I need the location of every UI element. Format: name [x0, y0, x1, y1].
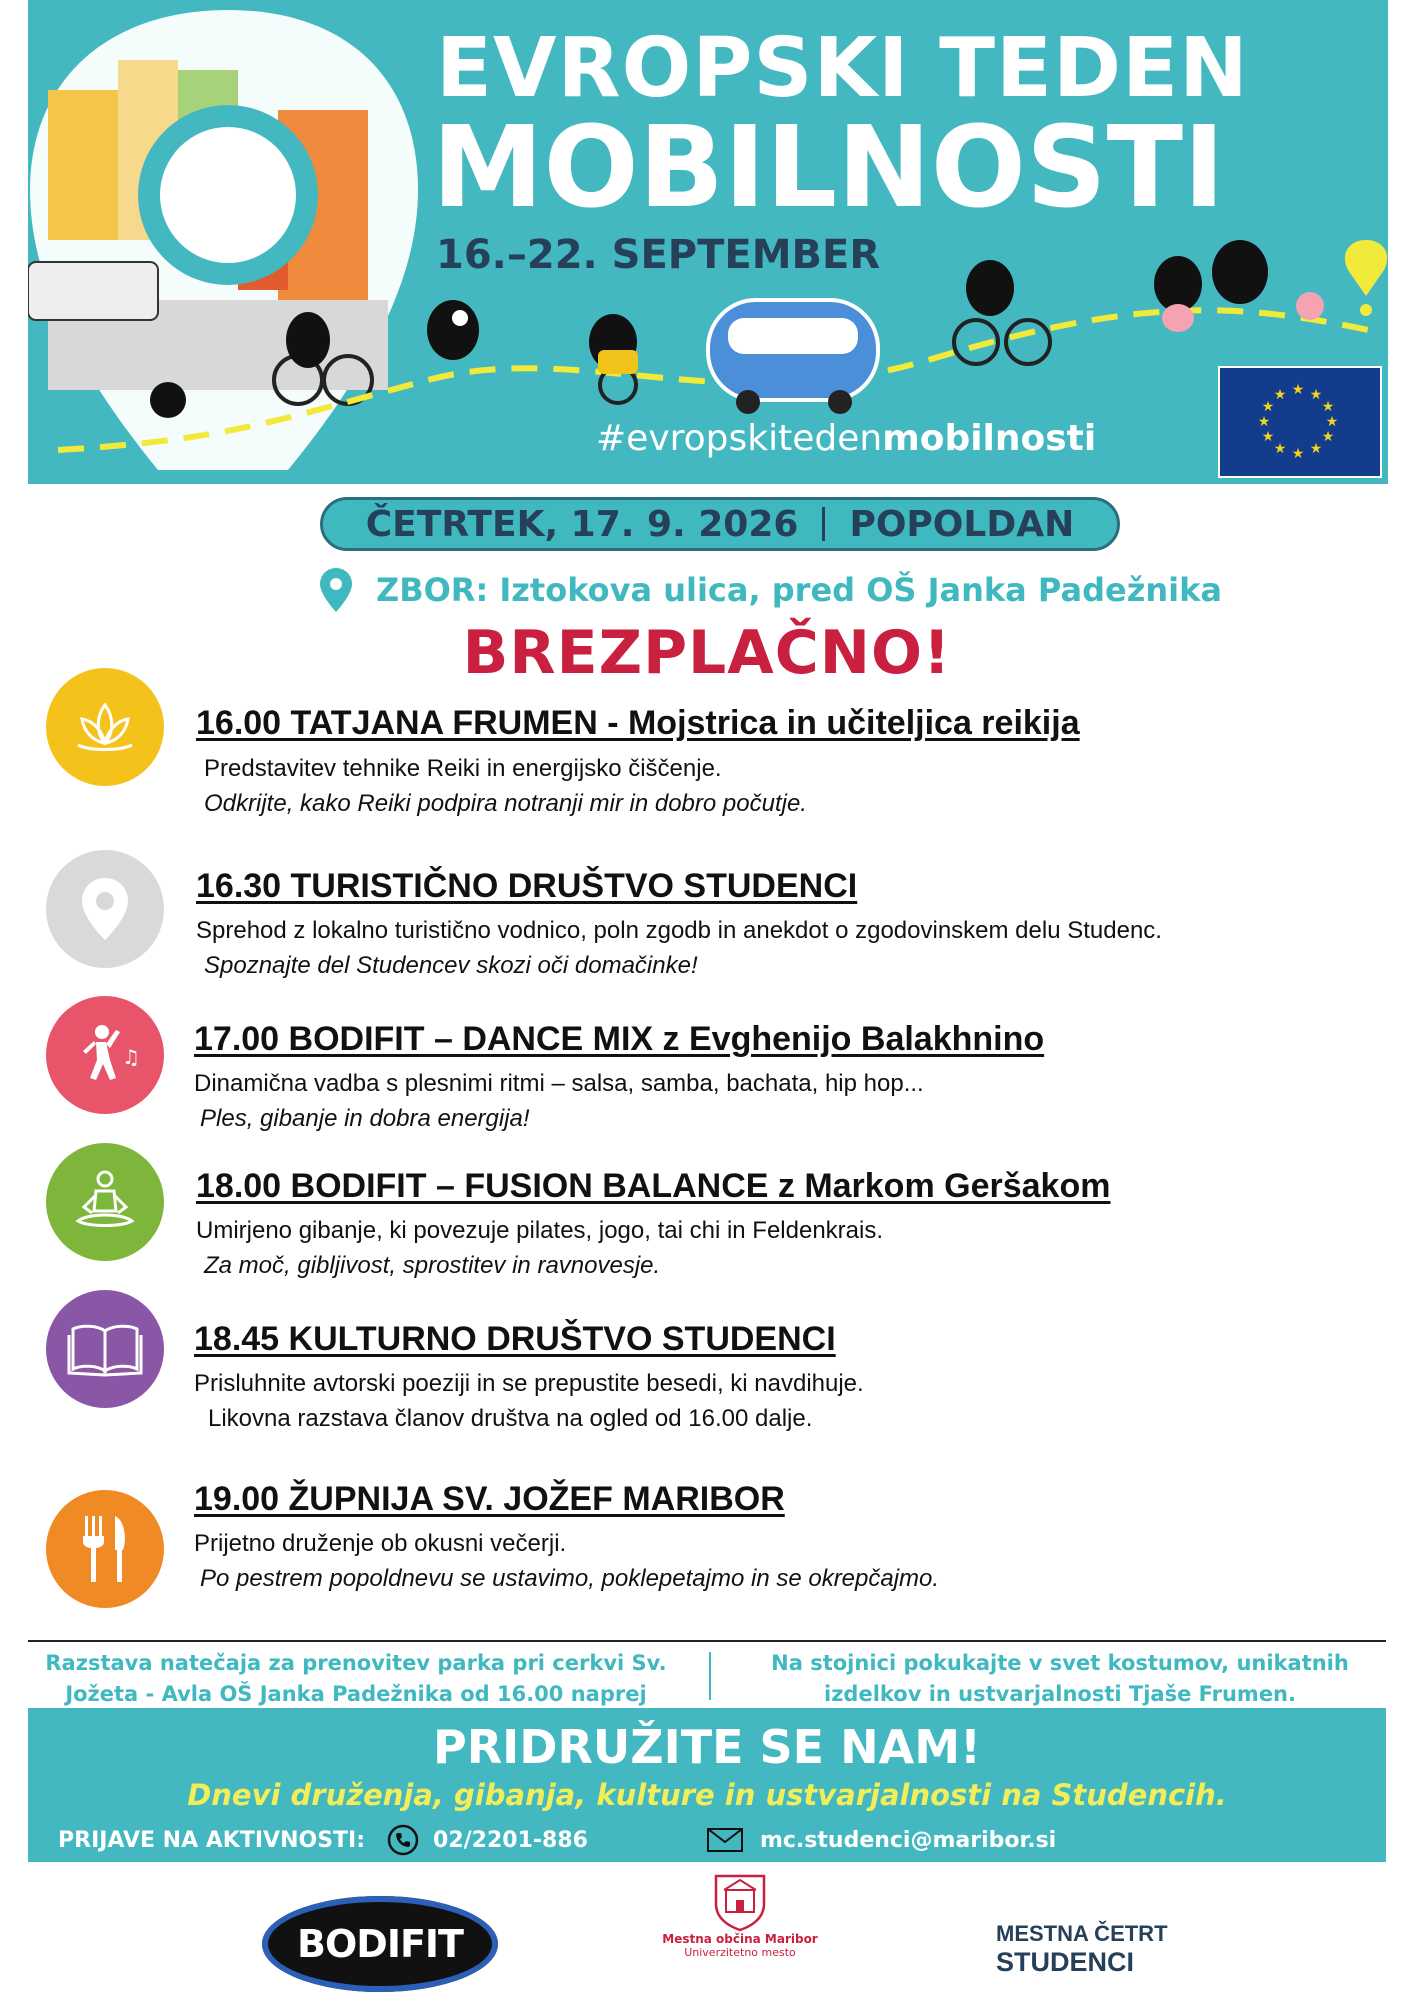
call-to-action — [28, 1708, 1386, 1862]
location-text: ZBOR: Iztokova ulica, pred OŠ Janka Padežnika — [376, 571, 1222, 609]
event-tagline: Likovna razstava članov društva na ogled od 16.00 dalje. — [208, 1405, 813, 1432]
location-pin-icon — [320, 568, 352, 612]
header-banner — [28, 0, 1388, 484]
svg-text:★: ★ — [1261, 429, 1275, 445]
event-description: Prisluhnite avtorski poeziji in se prepustite besedi, ki navdihuje. — [194, 1370, 864, 1397]
event-date: ČETRTEK, 17. 9. 2026 — [365, 503, 799, 545]
open-book-icon — [67, 1321, 143, 1377]
event-description: Dinamična vadba s plesnimi ritmi – salsa, samba, bachata, hip hop... — [194, 1070, 924, 1097]
svg-text:★: ★ — [1291, 446, 1305, 462]
svg-text:★: ★ — [1321, 429, 1335, 445]
signup-contacts — [58, 1824, 1056, 1856]
event-icon-badge — [46, 1290, 164, 1408]
svg-text:★: ★ — [1273, 387, 1287, 403]
event-icon-badge — [46, 668, 164, 786]
free-admission: BREZPLAČNO! — [462, 618, 952, 688]
cta-subtitle: Dnevi druženja, gibanja, kulture in ustvarjalnosti na Studencih. — [187, 1778, 1227, 1812]
event-icon-badge — [46, 996, 164, 1114]
event-icon-badge — [46, 1143, 164, 1261]
municipality-tagline: Univerzitetno mesto — [684, 1946, 796, 1959]
banner-dates: 16.–22. SEPTEMBER — [436, 232, 881, 278]
svg-text:★: ★ — [1261, 399, 1275, 415]
event-tagline: Odkrijte, kako Reiki podpira notranji mir in dobro počutje. — [204, 790, 807, 817]
banner-title-line1: EVROPSKI TEDEN — [436, 21, 1249, 116]
dancer-icon — [70, 1020, 140, 1090]
phone-icon — [387, 1824, 419, 1856]
pill-separator — [822, 507, 825, 541]
signup-phone[interactable]: 02/2201-886 — [433, 1827, 588, 1853]
signup-email[interactable]: mc.studenci@maribor.si — [759, 1827, 1057, 1853]
district-label: MESTNA ČETRT — [996, 1921, 1168, 1946]
meeting-location — [320, 568, 1222, 612]
bodifit-wordmark: BODIFIT — [297, 1922, 463, 1966]
svg-text:★: ★ — [1273, 441, 1287, 457]
event-description: Predstavitev tehnike Reiki in energijsko čiščenje. — [204, 755, 722, 782]
svg-text:★: ★ — [1291, 382, 1305, 398]
municipality-name: Mestna občina Maribor — [662, 1932, 818, 1946]
note-exhibition: Razstava natečaja za prenovitev parka pri cerkvi Sv. Jožeta - Avla OŠ Janka Padežnika od 16.00 naprej — [45, 1651, 667, 1706]
event-title: 17.00 BODIFIT – DANCE MIX z Evghenijo Balakhnino — [194, 1020, 1045, 1058]
maribor-municipality-logo — [650, 1870, 830, 1980]
event-title: 19.00 ŽUPNIJA SV. JOŽEF MARIBOR — [194, 1480, 785, 1518]
event-icon-badge — [46, 1490, 164, 1608]
svg-text:★: ★ — [1325, 414, 1339, 430]
banner-title-line2: MOBILNOSTI — [432, 103, 1225, 233]
fork-knife-icon — [75, 1512, 135, 1586]
notes-rule — [28, 1640, 1386, 1642]
notes-divider — [709, 1652, 711, 1700]
event-icon-badge — [46, 850, 164, 968]
svg-text:♫: ♫ — [122, 1045, 140, 1069]
event-tagline: Ples, gibanje in dobra energija! — [200, 1105, 530, 1132]
svg-text:★: ★ — [1309, 441, 1323, 457]
hashtag-prefix: #evropskiteden — [596, 418, 883, 459]
cta-title: PRIDRUŽITE SE NAM! — [433, 1720, 981, 1774]
event-tagline: Po pestrem popoldnevu se ustavimo, poklepetajmo in se okrepčajmo. — [200, 1565, 940, 1592]
eu-flag-icon — [1218, 366, 1382, 478]
meditation-icon — [68, 1167, 142, 1237]
map-pin-icon — [80, 876, 130, 942]
note-stall: Na stojnici pokukajte v svet kostumov, unikatnih izdelkov in ustvarjalnosti Tjaše Frumen. — [771, 1651, 1349, 1706]
envelope-icon — [706, 1827, 744, 1853]
event-title: 18.45 KULTURNO DRUŠTVO STUDENCI — [194, 1320, 836, 1358]
lotus-icon — [70, 697, 140, 757]
event-tagline: Za moč, gibljivost, sprostitev in ravnovesje. — [204, 1252, 661, 1279]
hashtag-bold: mobilnosti — [882, 418, 1097, 459]
bodifit-logo — [262, 1896, 498, 1992]
banner-hashtag — [596, 418, 1096, 459]
district-name: STUDENCI — [996, 1947, 1135, 1977]
svg-text:★: ★ — [1321, 399, 1335, 415]
event-description: Prijetno druženje ob okusni večerji. — [194, 1530, 567, 1557]
district-studenci-logo — [996, 1920, 1168, 1976]
event-tagline: Spoznajte del Studencev skozi oči domačinke! — [204, 952, 698, 979]
event-title: 16.30 TURISTIČNO DRUŠTVO STUDENCI — [196, 867, 858, 905]
svg-text:★: ★ — [1309, 387, 1323, 403]
svg-text:★: ★ — [1257, 414, 1271, 430]
event-description: Umirjeno gibanje, ki povezuje pilates, jogo, tai chi in Feldenkrais. — [196, 1217, 884, 1244]
signup-label: PRIJAVE NA AKTIVNOSTI: — [58, 1827, 366, 1853]
event-description: Sprehod z lokalno turistično vodnico, poln zgodb in anekdot o zgodovinskem delu Studenc. — [196, 917, 1162, 944]
coat-of-arms-icon — [710, 1870, 770, 1932]
date-pill — [320, 497, 1120, 551]
event-title: 16.00 TATJANA FRUMEN - Mojstrica in učiteljica reikija — [196, 704, 1080, 742]
event-title: 18.00 BODIFIT – FUSION BALANCE z Markom Geršakom — [196, 1167, 1111, 1205]
part-of-day: POPOLDAN — [849, 503, 1075, 545]
